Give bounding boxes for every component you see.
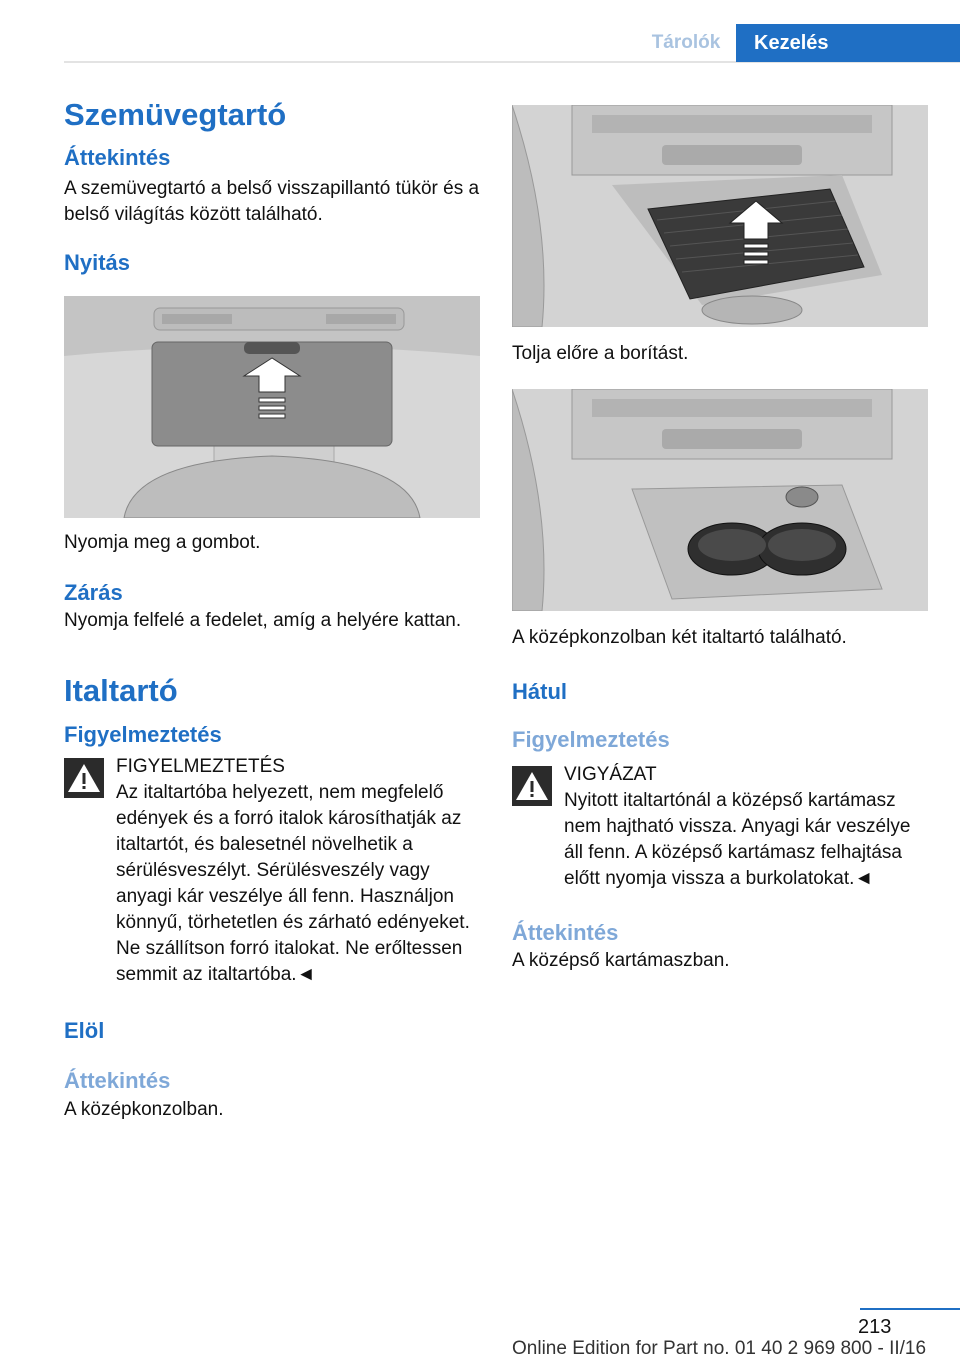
page-number: 213	[858, 1316, 892, 1338]
right-column	[512, 105, 930, 974]
edition-note: Online Edition for Part no. 01 40 2 969 800 - II/16	[512, 1338, 927, 1359]
illustration-cover	[512, 105, 928, 327]
rear-warning-heading: Figyelmeztetés	[512, 727, 670, 753]
caution-label: VIGYÁZAT	[564, 763, 657, 785]
left-column	[64, 96, 482, 1123]
tab-controls[interactable]: Kezelés	[736, 24, 960, 62]
rear-heading: Hátul	[512, 679, 567, 704]
caution-block	[512, 762, 930, 892]
cover-caption: Tolja előre a borítást.	[512, 343, 689, 364]
section-title-cupholder: Italtartó	[64, 673, 178, 709]
front-overview-heading: Áttekintés	[64, 1068, 171, 1094]
closing-text: Nyomja felfelé a fedelet, amíg a helyére kattan.	[64, 610, 462, 632]
closing-heading: Zárás	[64, 579, 123, 605]
illustration-cupholders	[512, 389, 928, 611]
section-title-glasses-holder: Szemüvegtartó	[64, 97, 287, 132]
cupholders-caption: A középkonzolban két italtartó található.	[512, 627, 847, 648]
opening-heading: Nyitás	[64, 249, 131, 275]
caution-text: Nyitott italtartónál a középső kartámasz nem hajtható vissza. Anyagi kár veszélye áll fenn. A középső kartámasz felhajtása előtt nyomja vissza a burkolatokat.◄	[564, 789, 911, 889]
caution-triangle-icon	[512, 766, 552, 806]
overview-heading: Áttekintés	[64, 145, 171, 171]
warning-triangle-icon	[64, 758, 104, 798]
warning-label: FIGYELMEZTETÉS	[116, 755, 285, 777]
illustration-glasses-holder	[64, 296, 480, 518]
footer-rule	[860, 1308, 960, 1310]
front-overview-text: A középkonzolban.	[64, 1098, 224, 1120]
overview-text: A szemüvegtartó a belső visszapillantó tükör és a belső világítás között található.	[64, 177, 480, 225]
warning-text: Az italtartóba helyezett, nem megfelelő edények és a forró italok károsíthatják az italtartót, és balesetnél növelhetik a sérülésveszélyt. Sérülésveszély vagy anyagi kár veszélye áll fenn. Használjon könnyű, törhetetlen és zárható edényeket. Ne szállítson forró italokat. Ne erőltessen semmit az italtartóba.◄	[116, 781, 470, 985]
rear-overview-heading: Áttekintés	[512, 919, 619, 945]
tab-storage[interactable]: Tárolók	[651, 32, 721, 53]
warning-heading: Figyelmeztetés	[64, 721, 222, 747]
opening-caption: Nyomja meg a gombot.	[64, 531, 261, 553]
warning-block	[64, 754, 482, 988]
front-heading: Elöl	[64, 1017, 105, 1043]
rear-overview-text: A középső kartámaszban.	[512, 950, 730, 972]
